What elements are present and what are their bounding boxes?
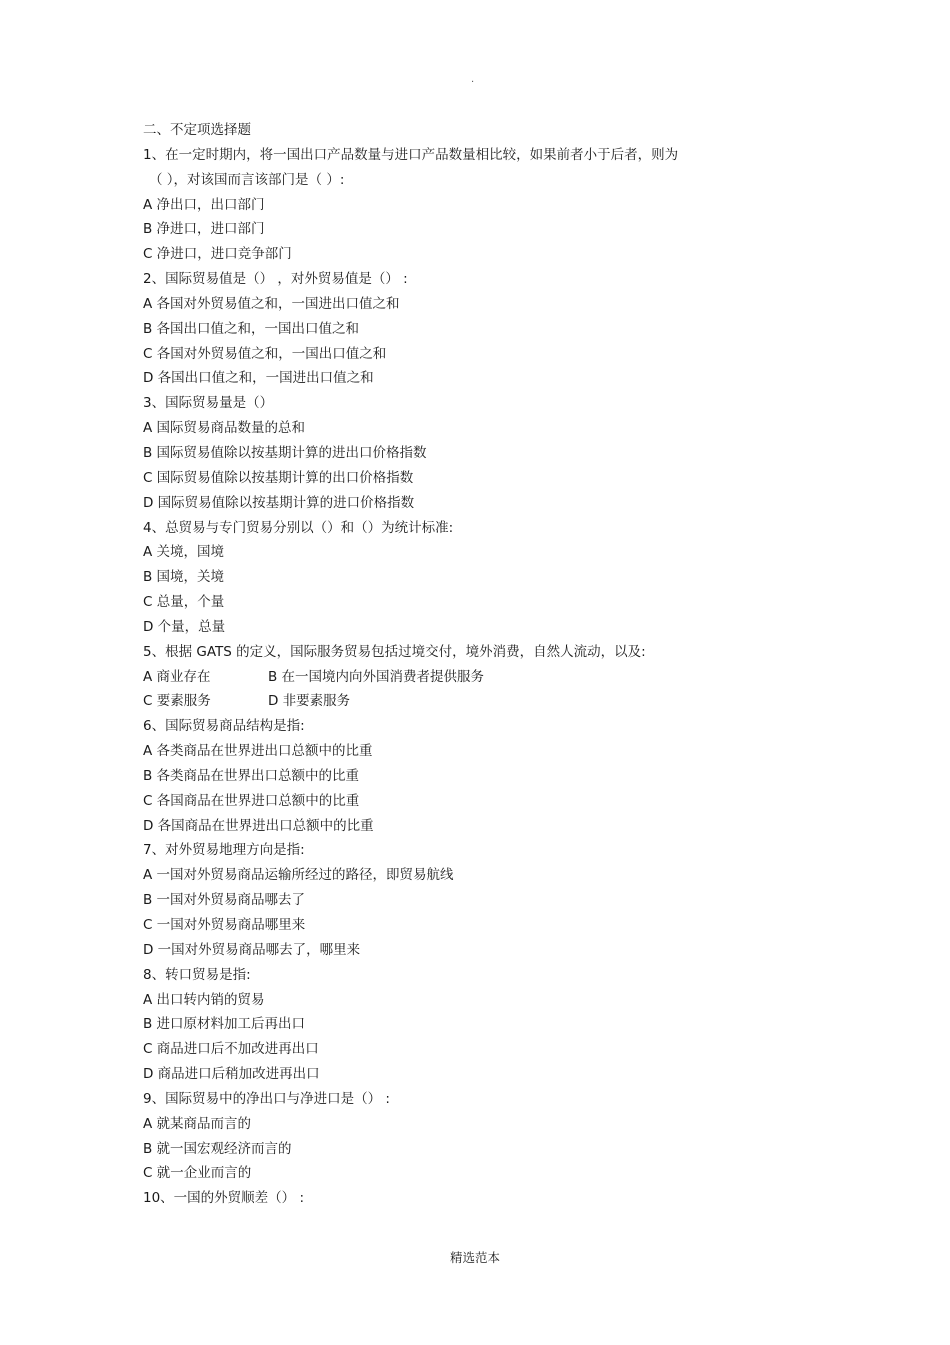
option-1b: B 净进口，进口部门: [143, 221, 265, 238]
option-1c: C 净进口，进口竞争部门: [143, 246, 292, 263]
options-5ab: [143, 665, 843, 690]
option-5b: B 在一国境内向外国消费者提供服务: [268, 668, 485, 685]
option-2c: C 各国对外贸易值之和，一国出口值之和: [143, 345, 387, 362]
option-3a: A 国际贸易商品数量的总和: [143, 420, 306, 437]
document-body: [143, 118, 843, 1211]
option-8c: C 商品进口后不加改进再出口: [143, 1041, 319, 1058]
option-3d: D 国际贸易值除以按基期计算的进口价格指数: [143, 494, 415, 511]
option-7b: B 一国对外贸易商品哪去了: [143, 892, 306, 909]
option-2d: D 各国出口值之和，一国进出口值之和: [143, 370, 374, 387]
option-4b: B 国境，关境: [143, 569, 225, 586]
section-title: 二、不定项选择题: [143, 122, 251, 138]
option-5a: A 商业存在: [143, 668, 211, 685]
option-6d: D 各国商品在世界进出口总额中的比重: [143, 817, 374, 834]
option-5c: C 要素服务: [143, 693, 211, 710]
option-6c: C 各国商品在世界进口总额中的比重: [143, 792, 360, 809]
question-6-stem: 6、国际贸易商品结构是指:: [143, 718, 305, 735]
option-3b: B 国际贸易值除以按基期计算的进出口价格指数: [143, 444, 427, 461]
page-footer: 精选范本: [449, 1250, 500, 1265]
option-8a: A 出口转内销的贸易: [143, 991, 265, 1008]
option-7a: A 一国对外贸易商品运输所经过的路径，即贸易航线: [143, 867, 454, 884]
question-1-stem-cont: （ ），对该国而言该部门是（ ）:: [149, 171, 345, 188]
option-7d: D 一国对外贸易商品哪去了，哪里来: [143, 941, 361, 958]
option-4c: C 总量，个量: [143, 594, 225, 611]
question-1-stem: 1、在一定时期内，将一国出口产品数量与进口产品数量相比较，如果前者小于后者，则为: [143, 146, 679, 163]
option-4a: A 关境，国境: [143, 544, 225, 561]
option-5d: D 非要素服务: [268, 693, 351, 710]
options-5cd: [143, 689, 843, 714]
option-6b: B 各类商品在世界出口总额中的比重: [143, 767, 360, 784]
option-6a: A 各类商品在世界进出口总额中的比重: [143, 743, 373, 760]
option-9a: A 就某商品而言的: [143, 1115, 252, 1132]
question-2-stem: 2、国际贸易值是（） ，对外贸易值是（） :: [143, 271, 408, 288]
question-9-stem: 9、国际贸易中的净出口与净进口是（） :: [143, 1090, 390, 1107]
question-5-stem: 5、根据 GATS 的定义，国际服务贸易包括过境交付，境外消费，自然人流动，以及:: [143, 643, 646, 660]
question-4-stem: 4、总贸易与专门贸易分别以（）和（）为统计标准:: [143, 519, 454, 536]
option-4d: D 个量，总量: [143, 618, 226, 635]
option-7c: C 一国对外贸易商品哪里来: [143, 917, 306, 933]
question-7-stem: 7、对外贸易地理方向是指:: [143, 842, 305, 859]
question-3-stem: 3、国际贸易量是（）: [143, 395, 274, 412]
question-10-stem: 10、一国的外贸顺差（） :: [143, 1190, 305, 1207]
option-1a: A 净出口，出口部门: [143, 196, 265, 213]
option-9c: C 就一企业而言的: [143, 1165, 252, 1182]
option-3c: C 国际贸易值除以按基期计算的出口价格指数: [143, 469, 414, 486]
option-2b: B 各国出口值之和，一国出口值之和: [143, 320, 360, 337]
option-8b: B 进口原材料加工后再出口: [143, 1016, 306, 1033]
option-2a: A 各国对外贸易值之和，一国进出口值之和: [143, 295, 400, 312]
header-mark: .: [471, 74, 475, 85]
option-8d: D 商品进口后稍加改进再出口: [143, 1066, 320, 1083]
option-9b: B 就一国宏观经济而言的: [143, 1140, 292, 1157]
question-8-stem: 8、转口贸易是指:: [143, 966, 251, 983]
